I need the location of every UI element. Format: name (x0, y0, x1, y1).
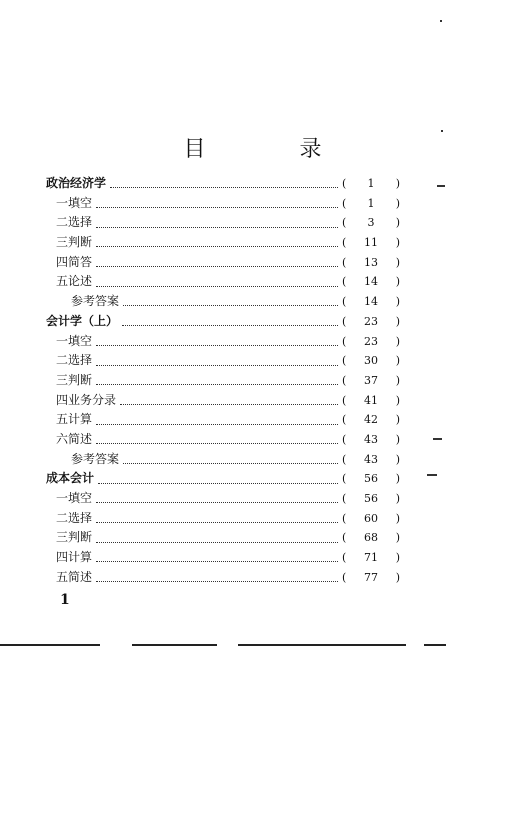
dot-leader (96, 345, 338, 346)
close-paren: ) (395, 432, 400, 446)
open-paren: ( (342, 413, 347, 427)
toc-entry-label: 参考答案 (71, 294, 120, 309)
dot-leader (120, 404, 338, 405)
dot-leader (96, 365, 338, 366)
page-ref-number: 1 (367, 177, 375, 190)
toc-entry (46, 528, 400, 548)
close-paren: ) (395, 511, 400, 525)
page-ref-number: 3 (367, 216, 375, 230)
close-paren: ) (395, 314, 400, 328)
toc-entry (46, 332, 400, 352)
close-paren: ) (395, 354, 400, 368)
toc-entry-label: 参考答案 (71, 451, 120, 466)
toc-entry-label: 四简答 (56, 254, 93, 269)
toc-entry-label: 六简述 (56, 431, 93, 446)
open-paren: ( (342, 295, 347, 309)
toc-entry-label: 五论述 (56, 274, 93, 289)
page-number: 1 (60, 592, 70, 608)
page-ref-number: 41 (364, 393, 378, 407)
toc-entry-label: 四业务分录 (56, 392, 117, 407)
toc-entry-page (342, 371, 400, 391)
page-ref-number: 56 (364, 492, 378, 505)
page-ref-number: 42 (364, 413, 378, 427)
toc-entry-label: 政治经济学 (46, 176, 107, 190)
toc-entry-label: 四计算 (56, 550, 93, 565)
page-ref-number: 14 (364, 295, 378, 309)
close-paren: ) (395, 216, 400, 230)
page-ref-number: 23 (364, 314, 378, 328)
dot-leader (96, 581, 338, 582)
toc-entry-label: 会计学（上） (46, 313, 119, 328)
toc-entry (46, 410, 400, 430)
dot-leader (122, 325, 338, 326)
open-paren: ( (342, 452, 347, 466)
close-paren: ) (395, 275, 400, 289)
close-paren: ) (395, 413, 400, 427)
open-paren: ( (342, 373, 347, 387)
dot-leader (123, 463, 338, 464)
close-paren: ) (395, 472, 400, 486)
dot-leader (96, 424, 338, 425)
toc-entry-label: 五简述 (56, 569, 93, 584)
toc-entry-label: 五计算 (56, 412, 93, 427)
close-paren: ) (395, 177, 400, 190)
open-paren: ( (342, 354, 347, 368)
open-paren: ( (342, 177, 347, 190)
toc-entry-label: 二选择 (56, 510, 93, 525)
toc-entry-label: 一填空 (56, 333, 93, 348)
open-paren: ( (342, 236, 347, 250)
page-ref-number: 1 (367, 196, 375, 210)
bottom-rule-middle (132, 644, 217, 646)
toc-entry (46, 489, 400, 509)
toc-entry-page (342, 312, 400, 332)
open-paren: ( (342, 570, 347, 584)
close-paren: ) (395, 255, 400, 269)
close-paren: ) (395, 492, 400, 505)
toc-entry-label: 二选择 (56, 353, 93, 368)
open-paren: ( (342, 275, 347, 289)
toc-entry-page (342, 391, 400, 411)
open-paren: ( (342, 393, 347, 407)
close-paren: ) (395, 196, 400, 210)
open-paren: ( (342, 472, 347, 486)
dot-leader (96, 443, 338, 444)
page-ref-number: 37 (364, 373, 378, 387)
page-ref-number: 13 (364, 255, 378, 269)
dot-leader (96, 522, 338, 523)
open-paren: ( (342, 255, 347, 269)
toc-entry (46, 292, 400, 312)
toc-entry-page (342, 351, 400, 371)
dot-leader (96, 266, 338, 267)
toc-entry-label: 三判断 (56, 235, 93, 250)
toc-entry-page (342, 174, 400, 194)
close-paren: ) (395, 373, 400, 387)
toc-entry (46, 213, 400, 233)
open-paren: ( (342, 314, 347, 328)
close-paren: ) (395, 334, 400, 348)
page-ref-number: 11 (364, 236, 378, 250)
toc-entry (46, 174, 400, 194)
toc-entry-page (342, 292, 400, 312)
page-ref-number: 14 (364, 275, 378, 289)
toc-entry-label: 三判断 (56, 530, 93, 545)
toc-entry-page (342, 410, 400, 430)
toc-entry (46, 253, 400, 273)
close-paren: ) (395, 236, 400, 250)
toc-entry (46, 568, 400, 588)
toc-entry-page (342, 213, 400, 233)
toc-entry-label: 二选择 (56, 215, 93, 230)
toc-entry-page (342, 509, 400, 529)
toc-entry-label: 一填空 (56, 491, 93, 505)
open-paren: ( (342, 492, 347, 505)
toc-entry-label: 一填空 (56, 195, 93, 210)
close-paren: ) (395, 570, 400, 584)
open-paren: ( (342, 432, 347, 446)
page-ref-number: 43 (364, 432, 378, 446)
close-paren: ) (395, 295, 400, 309)
toc-entry-label: 三判断 (56, 372, 93, 387)
open-paren: ( (342, 531, 347, 545)
toc-entry (46, 272, 400, 292)
open-paren: ( (342, 196, 347, 210)
margin-mark (433, 438, 442, 440)
page-ref-number: 68 (364, 531, 378, 545)
page-ref-number: 43 (364, 452, 378, 466)
toc-entry-page (342, 548, 400, 568)
page-ref-number: 56 (364, 472, 378, 486)
bottom-rule-left (0, 644, 100, 646)
toc-entry-page (342, 568, 400, 588)
bottom-rule-far (424, 644, 446, 646)
toc-entry-label: 成本会计 (46, 471, 95, 486)
toc-entry (46, 548, 400, 568)
margin-mark (437, 185, 445, 187)
margin-mark (440, 20, 442, 22)
dot-leader (96, 227, 338, 228)
dot-leader (96, 286, 338, 287)
toc-entry-page (342, 233, 400, 253)
toc-entry-page (342, 253, 400, 273)
toc-entry-page (342, 528, 400, 548)
toc-entry (46, 509, 400, 529)
toc-entry-page (342, 194, 400, 214)
page-ref-number: 23 (364, 334, 378, 348)
dot-leader (96, 384, 338, 385)
bottom-rule-right (238, 644, 406, 646)
toc-entry-page (342, 469, 400, 489)
page-ref-number: 77 (364, 570, 378, 584)
dot-leader (96, 561, 338, 562)
toc-entry (46, 233, 400, 253)
table-of-contents (46, 174, 400, 587)
margin-mark (427, 474, 437, 476)
toc-entry (46, 469, 400, 489)
dot-leader (96, 542, 338, 543)
toc-entry (46, 371, 400, 391)
toc-entry (46, 450, 400, 470)
page-title: 目 录 (183, 137, 358, 162)
page-ref-number: 60 (364, 511, 378, 525)
close-paren: ) (395, 393, 400, 407)
toc-entry (46, 351, 400, 371)
close-paren: ) (395, 531, 400, 545)
toc-entry-page (342, 332, 400, 352)
toc-entry (46, 430, 400, 450)
dot-leader (96, 207, 338, 208)
open-paren: ( (342, 551, 347, 565)
close-paren: ) (395, 551, 400, 565)
dot-leader (110, 187, 338, 188)
toc-entry-page (342, 430, 400, 450)
open-paren: ( (342, 334, 347, 348)
toc-entry-page (342, 272, 400, 292)
margin-mark (441, 130, 443, 132)
toc-entry-page (342, 489, 400, 509)
dot-leader (123, 305, 338, 306)
dot-leader (96, 502, 338, 503)
dot-leader (98, 483, 338, 484)
close-paren: ) (395, 452, 400, 466)
toc-entry (46, 391, 400, 411)
page-ref-number: 30 (364, 354, 378, 368)
page-ref-number: 71 (364, 551, 378, 565)
toc-entry (46, 194, 400, 214)
open-paren: ( (342, 216, 347, 230)
open-paren: ( (342, 511, 347, 525)
dot-leader (96, 246, 338, 247)
toc-entry-page (342, 450, 400, 470)
toc-entry (46, 312, 400, 332)
